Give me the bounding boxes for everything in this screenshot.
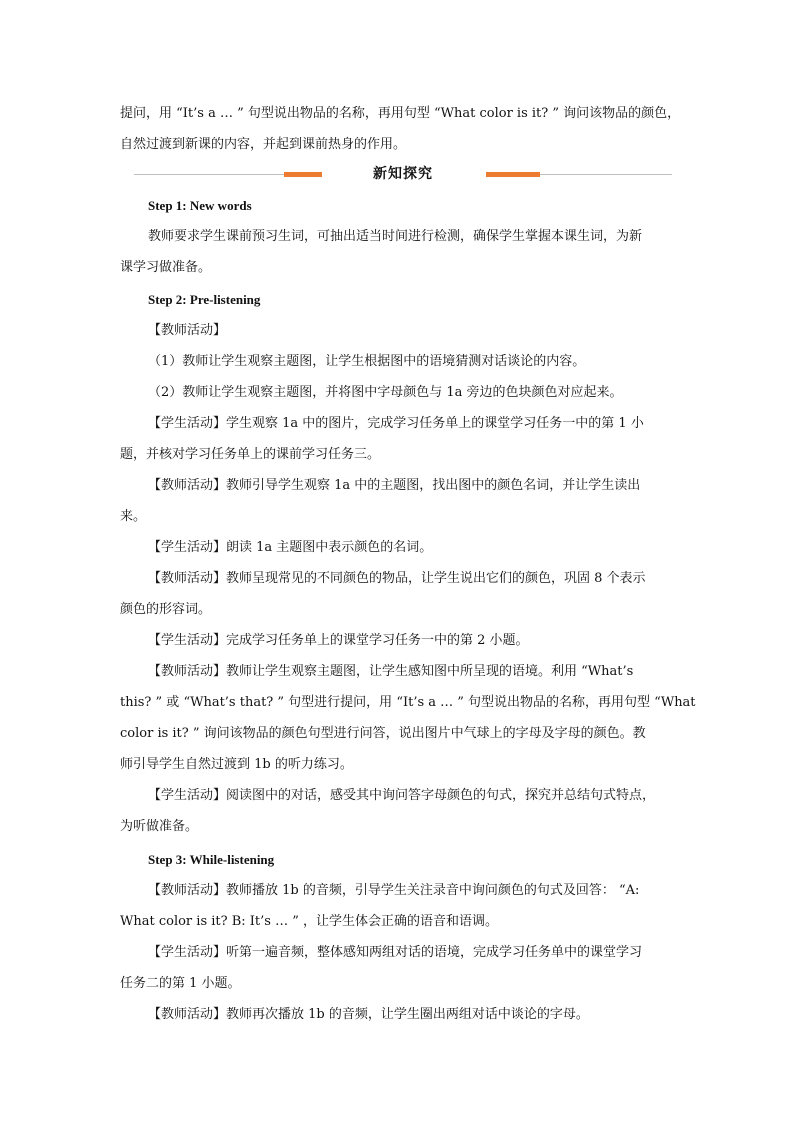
intro-paragraph (120, 98, 681, 160)
text-line: 为听做准备。 (120, 819, 199, 834)
text-line: 课学习做准备。 (120, 260, 212, 275)
step3-block (120, 844, 676, 1030)
text-line: this? ” 或 “What’s that? ” 句型进行提问，用 “It’s a … ” 句型说出物品的名称，再用句型 “What (120, 695, 696, 710)
step2-heading: Step 2: Pre-listening (148, 292, 261, 307)
header-rule-left (134, 174, 284, 175)
text-line: 【学生活动】阅读图中的对话，感受其中询问答字母颜色的句式，探究并总结句式特点， (148, 788, 656, 803)
text-line: 提问，用 “It’s a … ” 句型说出物品的名称，再用句型 “What color is it? ” 询问该物品的颜色， (120, 106, 681, 121)
text-line: 【学生活动】完成学习任务单上的课堂学习任务一中的第 2 小题。 (148, 633, 529, 648)
text-line: 【学生活动】学生观察 1a 中的图片，完成学习任务单上的课堂学习任务一中的第 1 小 (148, 416, 644, 431)
header-accent-right (486, 172, 540, 177)
text-line: 题，并核对学习任务单上的课前学习任务三。 (120, 447, 381, 462)
text-line: What color is it? B: It’s … ” ，让学生体会正确的语音和语调。 (120, 914, 498, 929)
text-line: 【学生活动】朗读 1a 主题图中表示颜色的名词。 (148, 540, 433, 555)
header-rule-right (540, 174, 672, 175)
step1-block (120, 190, 676, 283)
text-line: color is it? ” 询问该物品的颜色句型进行问答，说出图片中气球上的字母及字母的颜色。教 (120, 726, 646, 741)
section-header (134, 160, 672, 190)
step3-heading: Step 3: While-listening (148, 852, 275, 867)
text-line: 师引导学生自然过渡到 1b 的听力练习。 (120, 757, 353, 772)
text-line: 【教师活动】教师播放 1b 的音频，引导学生关注录音中询问颜色的句式及回答： “A: (148, 883, 640, 898)
list-item: （2）教师让学生观察主题图，并将图中字母颜色与 1a 旁边的色块颜色对应起来。 (148, 385, 623, 400)
list-item: （1）教师让学生观察主题图，让学生根据图中的语境猜测对话谈论的内容。 (148, 354, 586, 369)
section-title: 新知探究 (373, 166, 433, 182)
step2-block (120, 284, 696, 842)
text-line: 【教师活动】教师让学生观察主题图，让学生感知图中所呈现的语境。利用 “What’s (148, 664, 634, 679)
step1-heading: Step 1: New words (148, 198, 252, 213)
text-line: 颜色的形容词。 (120, 602, 212, 617)
text-line: 【教师活动】教师再次播放 1b 的音频，让学生圈出两组对话中谈论的字母。 (148, 1007, 589, 1022)
text-line: 【教师活动】教师呈现常见的不同颜色的物品，让学生说出它们的颜色，巩固 8 个表示 (148, 571, 646, 586)
header-accent-left (284, 172, 322, 177)
teacher-activity-label: 【教师活动】 (148, 323, 227, 338)
text-line: 任务二的第 1 小题。 (120, 976, 241, 991)
text-line: 教师要求学生课前预习生词，可抽出适当时间进行检测，确保学生掌握本课生词，为新 (148, 229, 643, 244)
text-line: 来。 (120, 509, 147, 524)
text-line: 【教师活动】教师引导学生观察 1a 中的主题图，找出图中的颜色名词，并让学生读出 (148, 478, 641, 493)
text-line: 【学生活动】听第一遍音频，整体感知两组对话的语境，完成学习任务单中的课堂学习 (148, 945, 643, 960)
text-line: 自然过渡到新课的内容，并起到课前热身的作用。 (120, 137, 407, 152)
